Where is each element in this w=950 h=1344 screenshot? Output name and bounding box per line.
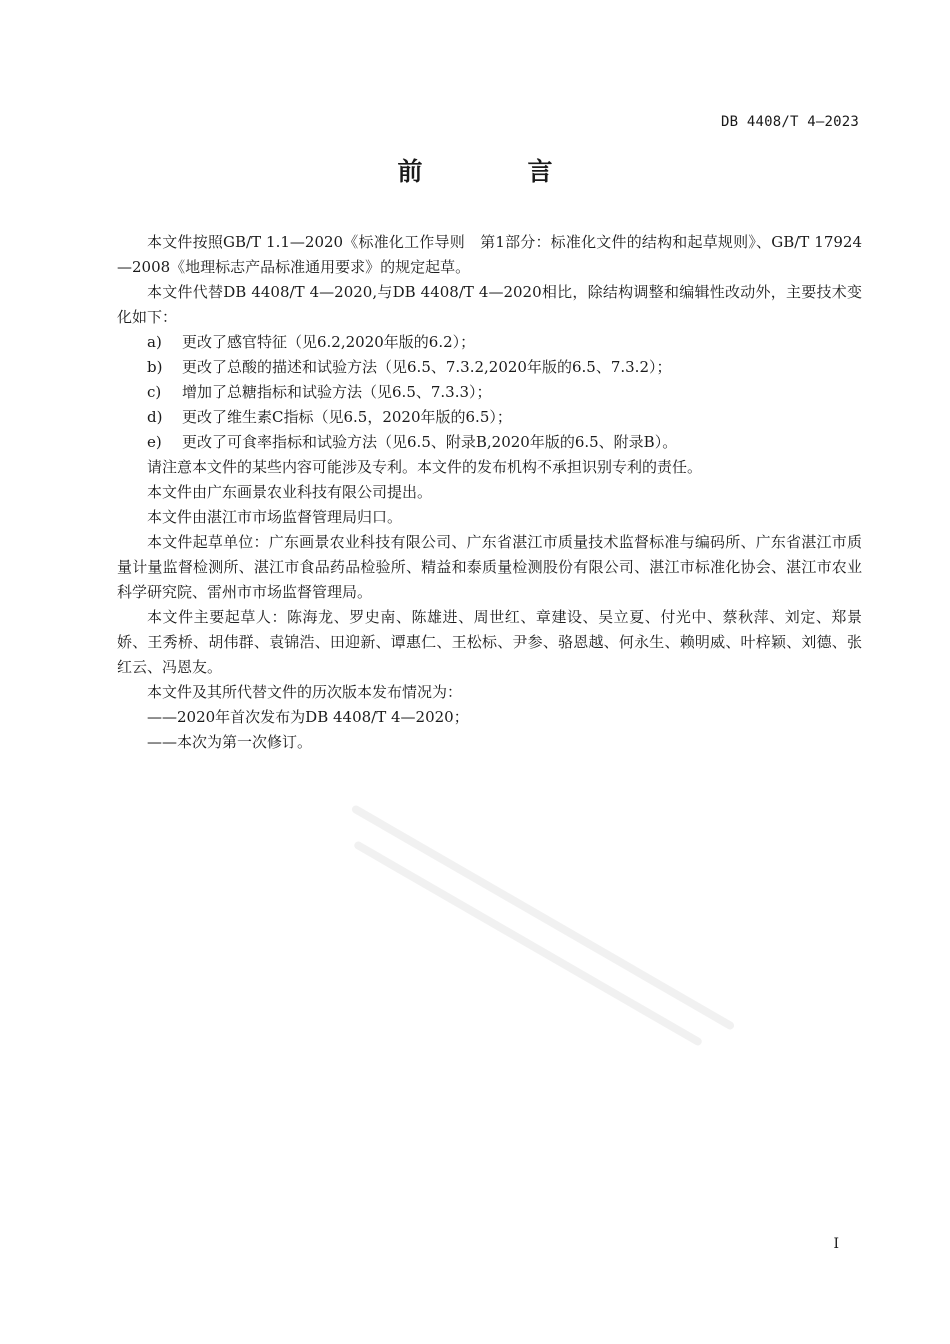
document-code: DB 4408/T 4—2023 xyxy=(720,114,859,130)
paragraph-replacement: 本文件代替DB 4408/T 4—2020,与DB 4408/T 4—2020相比，除结构调整和编辑性改动外，主要技术变化如下： xyxy=(117,283,862,326)
list-item-letter: d) xyxy=(147,408,163,426)
change-list-item xyxy=(117,330,862,355)
list-item-letter: c) xyxy=(147,383,162,401)
paragraph-drafting-units: 本文件起草单位：广东画景农业科技有限公司、广东省湛江市质量技术监督标准与编码所、广东省湛江市质量计量监督检测所、湛江市食品药品检验所、精益和泰质量检测股份有限公司、湛江市标准化协会、湛江市农业科学研究院、雷州市市场监督管理局。 xyxy=(117,533,862,601)
change-list-item xyxy=(117,405,862,430)
paragraph-drafters: 本文件主要起草人：陈海龙、罗史南、陈雄进、周世红、章建设、吴立夏、付光中、蔡秋萍、刘定、郑景娇、王秀桥、胡伟群、袁锦浩、田迎新、谭惠仁、王松标、尹参、骆恩越、何永生、赖明威、叶梓颖、刘德、张红云、冯恩友。 xyxy=(117,608,862,676)
document-body xyxy=(117,230,862,755)
change-list-item xyxy=(117,430,862,455)
paragraph-centralized-unit: 本文件由湛江市市场监督管理局归口。 xyxy=(147,508,403,526)
paragraph-version-history: 本文件及其所代替文件的历次版本发布情况为： xyxy=(147,683,463,701)
paragraph-drafting-basis: 本文件按照GB/T 1.1—2020《标准化工作导则 第1部分：标准化文件的结构和起草规则》、GB/T 17924—2008《地理标志产品标准通用要求》的规定起草。 xyxy=(117,233,862,276)
history-entry: ——本次为第一次修订。 xyxy=(147,733,313,751)
list-item-letter: b) xyxy=(147,358,163,376)
list-item-letter: e) xyxy=(147,433,162,451)
watermark xyxy=(250,790,810,1090)
list-item-letter: a) xyxy=(147,333,162,351)
list-item-text: 更改了维生素C指标（见6.5，2020年版的6.5）； xyxy=(182,408,512,426)
page-number: I xyxy=(833,1236,839,1252)
list-item-text: 增加了总糖指标和试验方法（见6.5、7.3.3）； xyxy=(182,383,492,401)
list-item-text: 更改了总酸的描述和试验方法（见6.5、7.3.2,2020年版的6.5、7.3.2）； xyxy=(182,358,672,376)
page-title: 前 言 xyxy=(397,157,593,186)
change-list-item xyxy=(117,355,862,380)
list-item-text: 更改了可食率指标和试验方法（见6.5、附录B,2020年版的6.5、附录B）。 xyxy=(182,433,678,451)
paragraph-proposer: 本文件由广东画景农业科技有限公司提出。 xyxy=(147,483,433,501)
change-list-item xyxy=(117,380,862,405)
paragraph-patent-notice: 请注意本文件的某些内容可能涉及专利。本文件的发布机构不承担识别专利的责任。 xyxy=(147,458,703,476)
history-entry: ——2020年首次发布为DB 4408/T 4—2020； xyxy=(147,708,469,726)
list-item-text: 更改了感官特征（见6.2,2020年版的6.2）； xyxy=(182,333,476,351)
